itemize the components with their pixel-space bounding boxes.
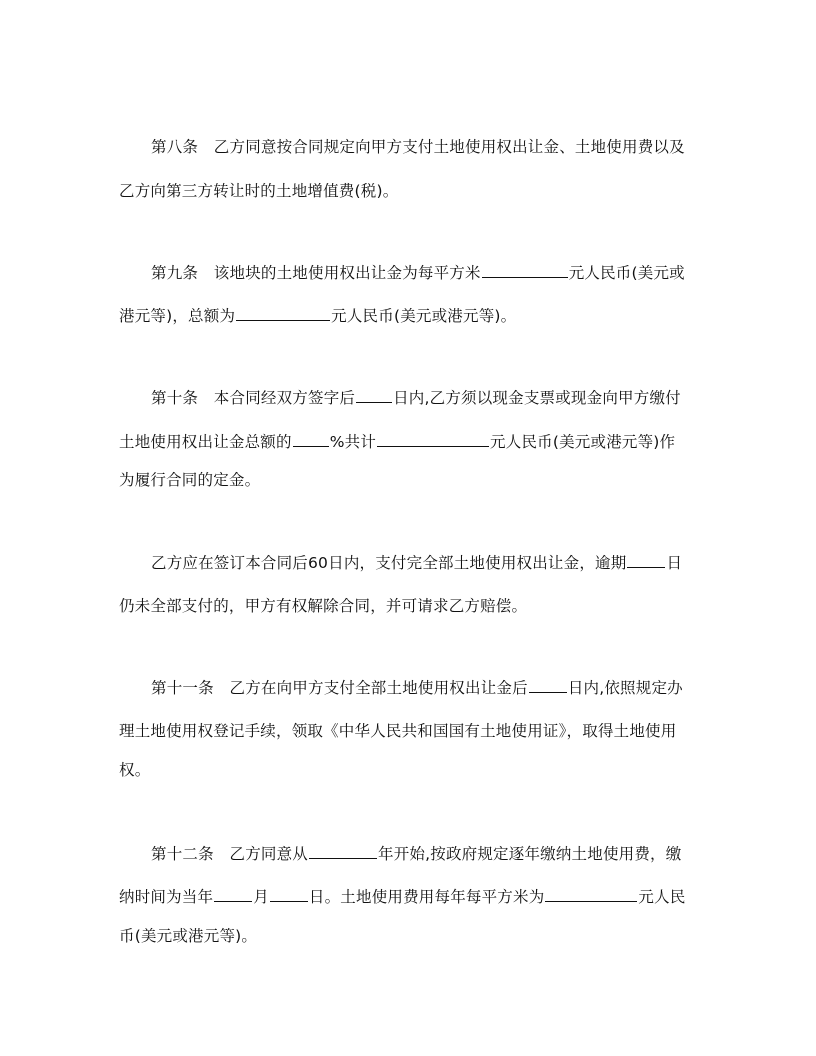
payment-paragraph-line-2 [119, 596, 527, 616]
deposit-percent-blank [293, 432, 329, 447]
payment-day-blank [270, 887, 308, 902]
article-10-line-3 [119, 470, 260, 490]
payment-text-1a: 乙方应在签订本合同后60日内，支付完全部土地使用权出让金，逾期 [151, 554, 627, 572]
article-12-text-2d: 元人民 [638, 888, 686, 906]
price-per-sqm-blank [482, 263, 568, 278]
payment-paragraph-line-1 [151, 553, 682, 573]
article-11-text-1a: 第十一条 乙方在向甲方支付全部土地使用权出让金后 [151, 679, 528, 697]
payment-text-2: 仍未全部支付的，甲方有权解除合同，并可请求乙方赔偿。 [119, 597, 528, 615]
article-10-text-1a: 第十条 本合同经双方签字后 [151, 389, 356, 407]
article-10-text-2c: 元人民币(美元或港元等)作 [490, 433, 676, 451]
article-12-text-2a: 纳时间为当年 [119, 888, 214, 906]
start-year-blank [309, 844, 377, 859]
article-12-line-3 [119, 926, 257, 946]
article-9-text-1a: 第九条 该地块的土地使用权出让金为每平方米 [151, 264, 481, 282]
article-11-line-1 [151, 678, 683, 698]
total-amount-blank [236, 306, 330, 321]
article-9-text-2b: 元人民币(美元或港元等)。 [331, 307, 517, 325]
article-12-line-1 [151, 844, 681, 864]
article-11-text-1b: 日内,依照规定办 [567, 679, 683, 697]
article-10-text-2b: %共计 [329, 433, 377, 451]
article-12-line-2 [119, 887, 686, 907]
article-11-text-2: 理土地使用权登记手续，领取《中华人民共和国国有土地使用证》，取得土地使用 [119, 722, 677, 740]
article-9-line-1 [151, 263, 685, 283]
overdue-days-blank [627, 553, 665, 568]
deposit-total-blank [377, 432, 489, 447]
article-8-text-1: 第八条 乙方同意按合同规定向甲方支付土地使用权出让金、土地使用费以及 [151, 138, 685, 156]
article-8-line-2 [119, 181, 398, 201]
article-10-text-3: 为履行合同的定金。 [119, 471, 261, 489]
article-8-line-1 [151, 137, 685, 157]
days-after-signing-blank [356, 388, 392, 403]
registration-days-blank [529, 678, 567, 693]
article-11-text-3: 权。 [119, 761, 151, 779]
payment-text-1b: 日 [666, 554, 683, 572]
article-9-text-2a: 港元等)，总额为 [119, 307, 236, 325]
article-9-text-1b: 元人民币(美元或 [568, 264, 685, 282]
article-12-text-3: 币(美元或港元等)。 [119, 927, 258, 945]
article-12-text-1a: 第十二条 乙方同意从 [151, 845, 309, 863]
article-12-text-1b: 年开始,按政府规定逐年缴纳土地使用费，缴 [378, 845, 682, 863]
article-8-text-2: 乙方向第三方转让时的土地增值费(税)。 [119, 182, 399, 200]
annual-fee-blank [545, 887, 637, 902]
article-11-line-3 [119, 760, 150, 780]
article-11-line-2 [119, 721, 676, 741]
article-12-text-2c: 日。土地使用费用每年每平方米为 [308, 888, 545, 906]
article-10-line-1 [151, 388, 681, 408]
article-10-line-2 [119, 432, 675, 452]
payment-month-blank [214, 887, 252, 902]
article-12-text-2b: 月 [253, 888, 269, 906]
article-10-text-1b: 日内,乙方须以现金支票或现金向甲方缴付 [393, 389, 681, 407]
article-10-text-2a: 土地使用权出让金总额的 [119, 433, 292, 451]
article-9-line-2 [119, 306, 516, 326]
